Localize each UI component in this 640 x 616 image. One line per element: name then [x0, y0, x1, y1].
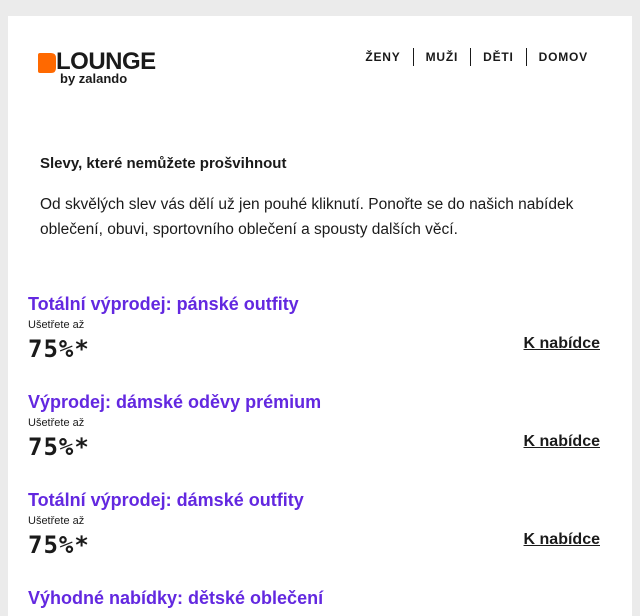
offer-item [28, 586, 612, 616]
offer-item [28, 390, 612, 488]
intro-title: Slevy, které nemůžete prošvihnout [40, 155, 287, 172]
offer-save-label: Ušetřete až [28, 515, 85, 527]
header [8, 16, 632, 106]
intro-text: Od skvělých slev vás dělí už jen pouhé kliknutí. Ponořte se do našich nabídek oblečení, obuvi, sportovního oblečení a spousty dalších věcí. [40, 196, 574, 238]
offer-list [28, 292, 612, 616]
nav-item-domov[interactable]: DOMOV [526, 48, 600, 66]
offer-title[interactable]: Výprodej: dámské oděvy prémium [28, 392, 322, 412]
offer-item [28, 292, 612, 390]
offer-discount: 75%* [28, 531, 90, 559]
nav-item-zeny[interactable]: ŽENY [365, 50, 401, 64]
logo-wordmark: LOUNGE [56, 48, 156, 75]
offer-title[interactable]: Totální výprodej: pánské outfity [28, 294, 299, 314]
logo-subtitle: by zalando [60, 71, 128, 86]
lounge-logo[interactable] [38, 50, 178, 90]
offer-discount: 75%* [28, 335, 90, 363]
offer-link-button[interactable]: K nabídce [523, 531, 600, 548]
intro-section [40, 154, 600, 242]
email-card [8, 16, 632, 616]
offer-link-button[interactable]: K nabídce [523, 433, 600, 450]
offer-save-label: Ušetřete až [28, 319, 85, 331]
offer-link-button[interactable]: K nabídce [523, 335, 600, 352]
nav-item-deti[interactable]: DĚTI [470, 48, 526, 66]
top-nav [353, 48, 600, 66]
offer-title[interactable]: Totální výprodej: dámské outfity [28, 490, 304, 510]
offer-save-label: Ušetřete až [28, 417, 85, 429]
nav-item-muzi[interactable]: MUŽI [413, 48, 471, 66]
logo-mark-icon [38, 53, 56, 73]
offer-item [28, 488, 612, 586]
offer-discount: 75%* [28, 433, 90, 461]
offer-title[interactable]: Výhodné nabídky: dětské oblečení [28, 588, 324, 608]
